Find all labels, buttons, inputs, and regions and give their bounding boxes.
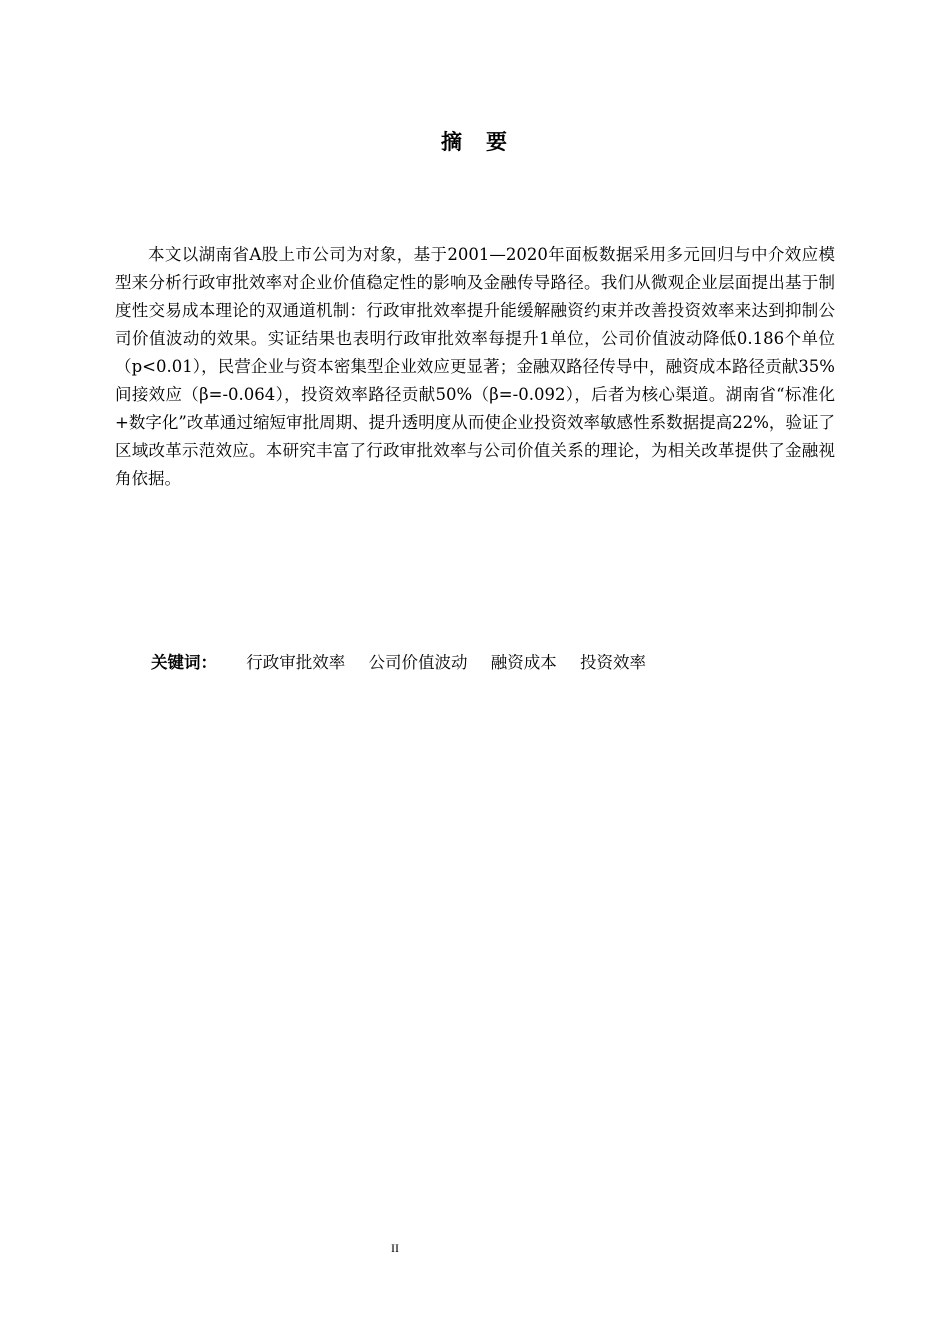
abstract-body: 本文以湖南省A股上市公司为对象，基于2001—2020年面板数据采用多元回归与中介效应模型来分析行政审批效率对企业价值稳定性的影响及金融传导路径。我们从微观企业层面提出基于制度性交易成本理论的双通道机制：行政审批效率提升能缓解融资约束并改善投资效率来达到抑制公司价值波动的效果。实证结果也表明行政审批效率每提升1单位，公司价值波动降低0.186个单位（p<0.01），民营企业与资本密集型企业效应更显著；金融双路径传导中，融资成本路径贡献35%间接效应（β=-0.064），投资效率路径贡献50%（β=-0.092），后者为核心渠道。湖南省“标准化+数字化”改革通过缩短审批周期、提升透明度从而使企业投资效率敏感性系数据提高22%，验证了区域改革示范效应。本研究丰富了行政审批效率与公司价值关系的理论，为相关改革提供了金融视角依据。 bbox=[115, 245, 835, 488]
page-number: II bbox=[391, 1241, 399, 1255]
keywords-line bbox=[151, 651, 841, 675]
abstract-title-part1: 摘 bbox=[441, 130, 464, 154]
keyword-item: 融资成本 bbox=[490, 653, 557, 672]
keyword-item: 公司价值波动 bbox=[368, 653, 468, 672]
keyword-item: 行政审批效率 bbox=[246, 653, 346, 672]
keywords-label: 关键词： bbox=[151, 653, 217, 672]
abstract-title bbox=[0, 126, 950, 156]
abstract-title-part2: 要 bbox=[486, 130, 509, 154]
keyword-item: 投资效率 bbox=[580, 653, 646, 672]
